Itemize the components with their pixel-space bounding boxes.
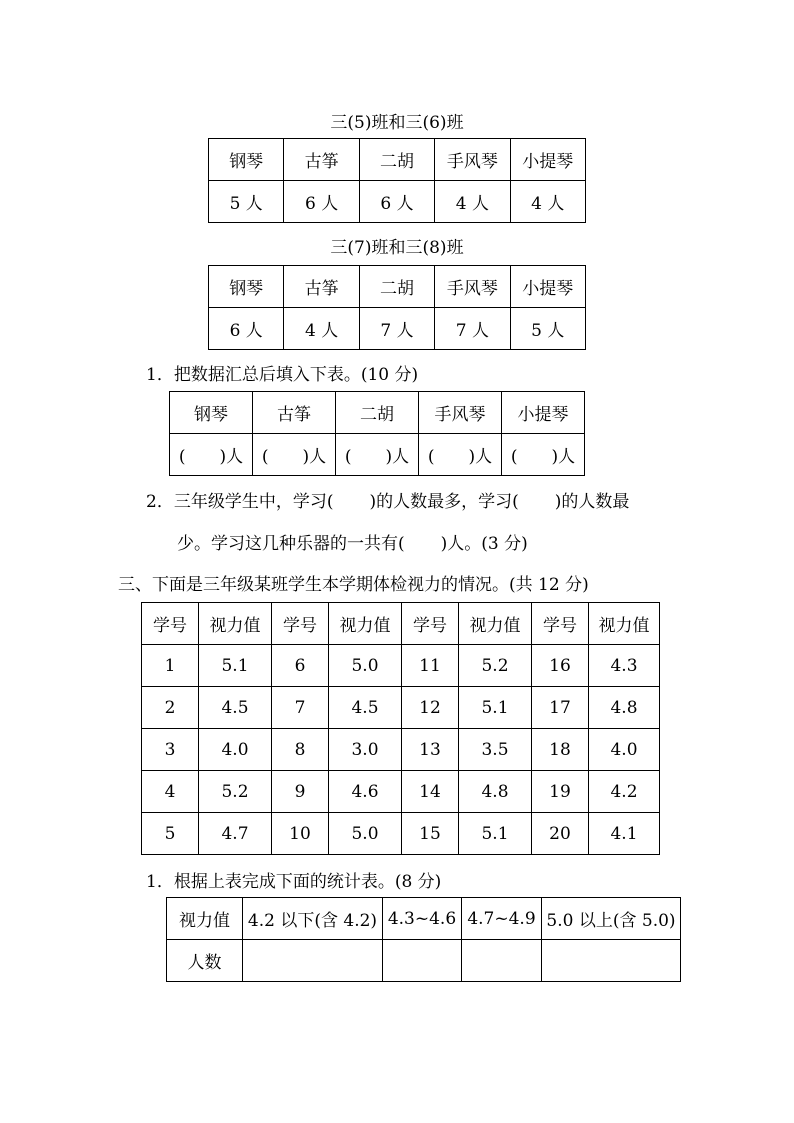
summary-blank-cell[interactable]: ( )人 — [419, 434, 502, 476]
statistics-header: 视力值 — [167, 898, 243, 940]
table-row — [142, 729, 660, 771]
student-id-cell: 14 — [402, 771, 459, 813]
summary-header: 小提琴 — [502, 392, 585, 434]
table2-caption: 三(7)班和三(8)班 — [330, 238, 464, 258]
statistics-answer-cell[interactable] — [462, 940, 542, 982]
question-1-text: 1．把数据汇总后填入下表。(10 分) — [146, 365, 419, 385]
table1-caption: 三(5)班和三(6)班 — [330, 113, 464, 133]
summary-header: 手风琴 — [419, 392, 502, 434]
table1-header: 手风琴 — [435, 139, 510, 181]
student-id-cell: 5 — [142, 813, 199, 855]
question-2-line-2: 少。学习这几种乐器的一共有( )人。(3 分) — [177, 534, 528, 554]
vision-value-cell: 5.1 — [199, 645, 272, 687]
vision-header: 视力值 — [199, 603, 272, 645]
statistics-header: 4.3~4.6 — [383, 898, 462, 940]
vision-value-cell: 4.7 — [199, 813, 272, 855]
table1-cell: 5 人 — [209, 181, 284, 223]
student-id-cell: 2 — [142, 687, 199, 729]
summary-blank-cell[interactable]: ( )人 — [336, 434, 419, 476]
table2-cell: 4 人 — [284, 308, 359, 350]
student-id-cell: 4 — [142, 771, 199, 813]
statistics-answer-cell[interactable] — [243, 940, 383, 982]
instrument-table-2 — [208, 265, 586, 350]
summary-header: 钢琴 — [170, 392, 253, 434]
table-row — [142, 813, 660, 855]
vision-header: 学号 — [142, 603, 199, 645]
statistics-answer-cell[interactable] — [383, 940, 462, 982]
vision-value-cell: 5.0 — [329, 813, 402, 855]
table-row — [142, 771, 660, 813]
vision-value-cell: 3.5 — [459, 729, 532, 771]
table2-header: 古筝 — [284, 266, 359, 308]
table1-header: 古筝 — [284, 139, 359, 181]
student-id-cell: 8 — [272, 729, 329, 771]
summary-blank-cell[interactable]: ( )人 — [253, 434, 336, 476]
summary-header: 古筝 — [253, 392, 336, 434]
statistics-table — [166, 897, 681, 982]
vision-value-cell: 4.2 — [589, 771, 660, 813]
section-3-title: 三、下面是三年级某班学生本学期体检视力的情况。(共 12 分) — [118, 575, 589, 595]
summary-blank-cell[interactable]: ( )人 — [502, 434, 585, 476]
statistics-answer-cell[interactable] — [542, 940, 681, 982]
table2-cell: 7 人 — [435, 308, 510, 350]
table2-cell: 6 人 — [209, 308, 284, 350]
question-3-text: 1．根据上表完成下面的统计表。(8 分) — [146, 872, 442, 892]
vision-value-cell: 5.1 — [459, 813, 532, 855]
vision-value-cell: 4.1 — [589, 813, 660, 855]
table1-header: 钢琴 — [209, 139, 284, 181]
summary-table — [169, 391, 585, 476]
table2-cell: 5 人 — [510, 308, 585, 350]
vision-value-cell: 4.5 — [199, 687, 272, 729]
student-id-cell: 11 — [402, 645, 459, 687]
vision-value-cell: 4.8 — [459, 771, 532, 813]
vision-value-cell: 5.0 — [329, 645, 402, 687]
student-id-cell: 19 — [532, 771, 589, 813]
table2-header: 手风琴 — [435, 266, 510, 308]
vision-value-cell: 3.0 — [329, 729, 402, 771]
statistics-header: 4.7~4.9 — [462, 898, 542, 940]
vision-value-cell: 4.5 — [329, 687, 402, 729]
student-id-cell: 13 — [402, 729, 459, 771]
table1-cell: 6 人 — [359, 181, 434, 223]
table2-header: 钢琴 — [209, 266, 284, 308]
student-id-cell: 1 — [142, 645, 199, 687]
table1-cell: 6 人 — [284, 181, 359, 223]
vision-value-cell: 5.1 — [459, 687, 532, 729]
vision-value-cell: 4.0 — [589, 729, 660, 771]
vision-value-cell: 4.3 — [589, 645, 660, 687]
student-id-cell: 7 — [272, 687, 329, 729]
student-id-cell: 16 — [532, 645, 589, 687]
summary-blank-cell[interactable]: ( )人 — [170, 434, 253, 476]
student-id-cell: 12 — [402, 687, 459, 729]
vision-header: 视力值 — [329, 603, 402, 645]
vision-value-cell: 4.6 — [329, 771, 402, 813]
table-row — [142, 645, 660, 687]
question-2-line-1: 2．三年级学生中，学习( )的人数最多，学习( )的人数最 — [146, 492, 630, 512]
student-id-cell: 6 — [272, 645, 329, 687]
table1-header: 二胡 — [359, 139, 434, 181]
vision-value-cell: 5.2 — [199, 771, 272, 813]
student-id-cell: 9 — [272, 771, 329, 813]
table1-cell: 4 人 — [510, 181, 585, 223]
student-id-cell: 3 — [142, 729, 199, 771]
table1-cell: 4 人 — [435, 181, 510, 223]
student-id-cell: 18 — [532, 729, 589, 771]
vision-value-cell: 4.8 — [589, 687, 660, 729]
vision-value-cell: 5.2 — [459, 645, 532, 687]
vision-header: 视力值 — [459, 603, 532, 645]
instrument-table-1 — [208, 138, 586, 223]
vision-header: 视力值 — [589, 603, 660, 645]
statistics-header: 5.0 以上(含 5.0) — [542, 898, 681, 940]
vision-header: 学号 — [532, 603, 589, 645]
summary-header: 二胡 — [336, 392, 419, 434]
student-id-cell: 20 — [532, 813, 589, 855]
student-id-cell: 15 — [402, 813, 459, 855]
table2-cell: 7 人 — [359, 308, 434, 350]
table1-header: 小提琴 — [510, 139, 585, 181]
vision-header: 学号 — [402, 603, 459, 645]
vision-header: 学号 — [272, 603, 329, 645]
table-row — [142, 687, 660, 729]
statistics-row-label: 人数 — [167, 940, 243, 982]
table2-header: 二胡 — [359, 266, 434, 308]
student-id-cell: 17 — [532, 687, 589, 729]
student-id-cell: 10 — [272, 813, 329, 855]
statistics-header: 4.2 以下(含 4.2) — [243, 898, 383, 940]
vision-value-cell: 4.0 — [199, 729, 272, 771]
table2-header: 小提琴 — [510, 266, 585, 308]
vision-table — [141, 602, 660, 855]
